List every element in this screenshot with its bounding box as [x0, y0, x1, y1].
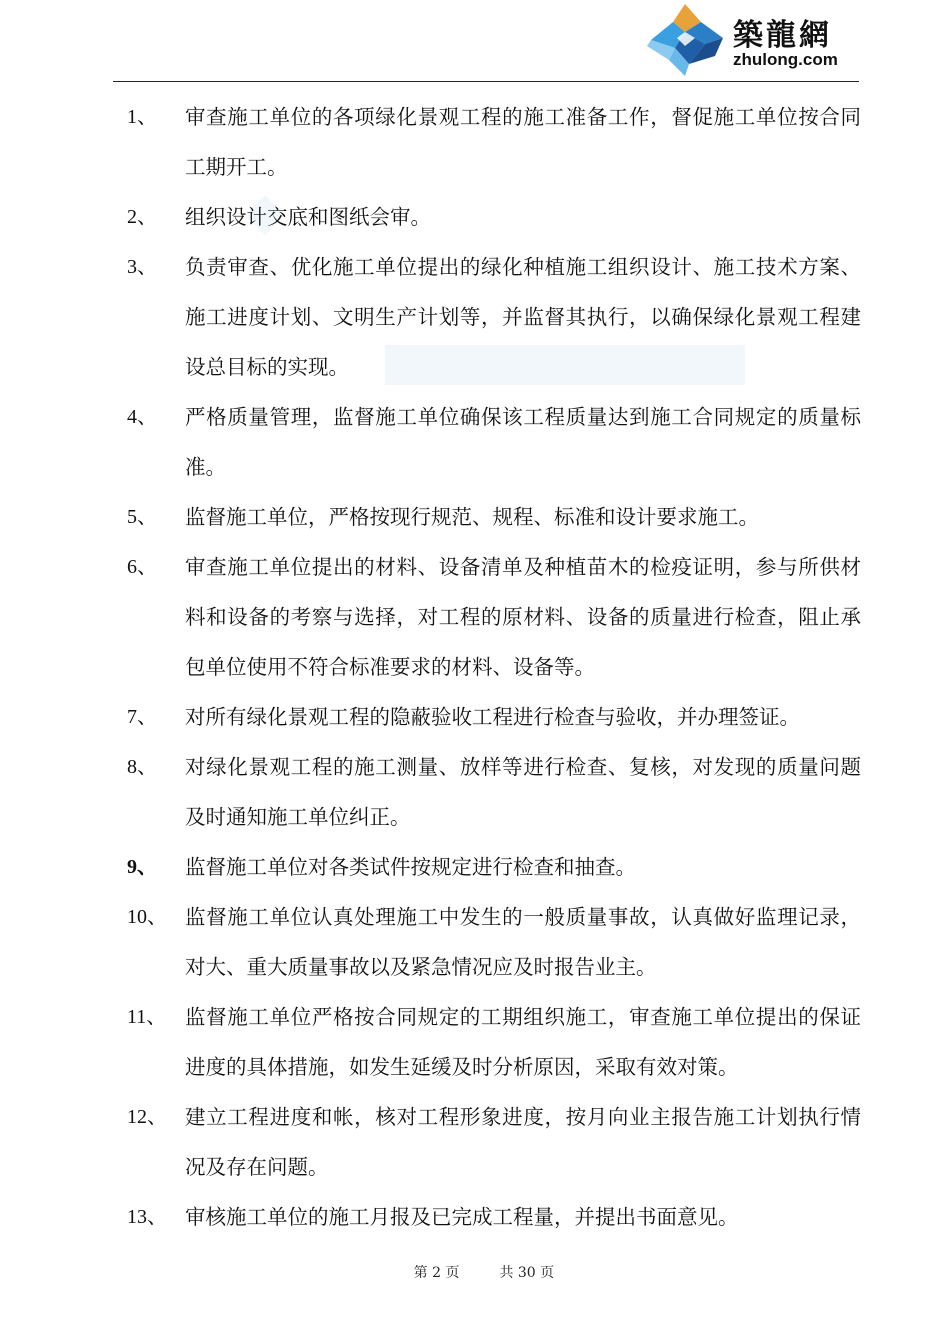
item-text: 审查施工单位提出的材料、设备清单及种植苗木的检疫证明，参与所供材料和设备的考察与选择，对工程的原材料、设备的质量进行检查，阻止承包单位使用不符合标准要求的材料、设备等。	[185, 555, 861, 679]
list-item	[0, 92, 861, 192]
list-item	[0, 492, 861, 542]
item-number: 3、	[127, 256, 157, 278]
item-number: 11、	[127, 1006, 167, 1028]
item-text: 监督施工单位严格按合同规定的工期组织施工，审查施工单位提出的保证进度的具体措施，如发生延缓及时分析原因，采取有效对策。	[185, 1005, 861, 1079]
diamond-logo-icon	[645, 2, 729, 78]
item-number: 10、	[127, 906, 167, 928]
header-divider	[113, 81, 859, 82]
item-text: 监督施工单位认真处理施工中发生的一般质量事故，认真做好监理记录，对大、重大质量事故以及紧急情况应及时报告业主。	[185, 905, 861, 979]
list-item	[0, 892, 861, 992]
zhulong-logo[interactable]	[645, 2, 865, 78]
item-text: 严格质量管理，监督施工单位确保该工程质量达到施工合同规定的质量标准。	[185, 405, 861, 479]
item-text: 组织设计交底和图纸会审。	[185, 205, 431, 229]
item-number: 8、	[127, 756, 157, 778]
item-number: 2、	[127, 206, 157, 228]
list-item	[0, 1192, 861, 1242]
item-number: 13、	[127, 1206, 167, 1228]
list-item	[0, 192, 861, 242]
item-text: 对所有绿化景观工程的隐蔽验收工程进行检查与验收，并办理签证。	[185, 705, 800, 729]
list-item	[0, 242, 861, 392]
item-text: 对绿化景观工程的施工测量、放样等进行检查、复核，对发现的质量问题及时通知施工单位纠正。	[185, 755, 861, 829]
item-text: 监督施工单位对各类试件按规定进行检查和抽查。	[185, 855, 636, 879]
item-number: 9、	[127, 856, 157, 878]
logo-title-cn: 築龍網	[733, 18, 832, 53]
item-number: 7、	[127, 706, 157, 728]
list-item	[0, 392, 861, 492]
item-number: 4、	[127, 406, 157, 428]
page-footer	[0, 1246, 950, 1298]
logo-title-en: zhulong.com	[733, 50, 838, 69]
list-item	[0, 692, 861, 742]
item-text: 审查施工单位的各项绿化景观工程的施工准备工作，督促施工单位按合同工期开工。	[185, 105, 861, 179]
duty-list	[0, 92, 950, 1242]
item-text: 监督施工单位，严格按现行规范、规程、标准和设计要求施工。	[185, 505, 759, 529]
list-item	[0, 542, 861, 692]
item-number: 1、	[127, 106, 157, 128]
page-total: 共 30 页	[499, 1265, 555, 1281]
item-number: 5、	[127, 506, 157, 528]
item-text: 负责审查、优化施工单位提出的绿化种植施工组织设计、施工技术方案、施工进度计划、文明生产计划等，并监督其执行，以确保绿化景观工程建设总目标的实现。	[185, 255, 861, 379]
list-item	[0, 742, 861, 842]
item-text: 审核施工单位的施工月报及已完成工程量，并提出书面意见。	[185, 1205, 739, 1229]
list-item	[0, 1092, 861, 1192]
page-number: 第 2 页	[413, 1265, 460, 1281]
item-number: 6、	[127, 556, 157, 578]
item-number: 12、	[127, 1106, 167, 1128]
item-text: 建立工程进度和帐，核对工程形象进度，按月向业主报告施工计划执行情况及存在问题。	[185, 1105, 861, 1179]
list-item	[0, 842, 861, 892]
list-item	[0, 992, 861, 1092]
